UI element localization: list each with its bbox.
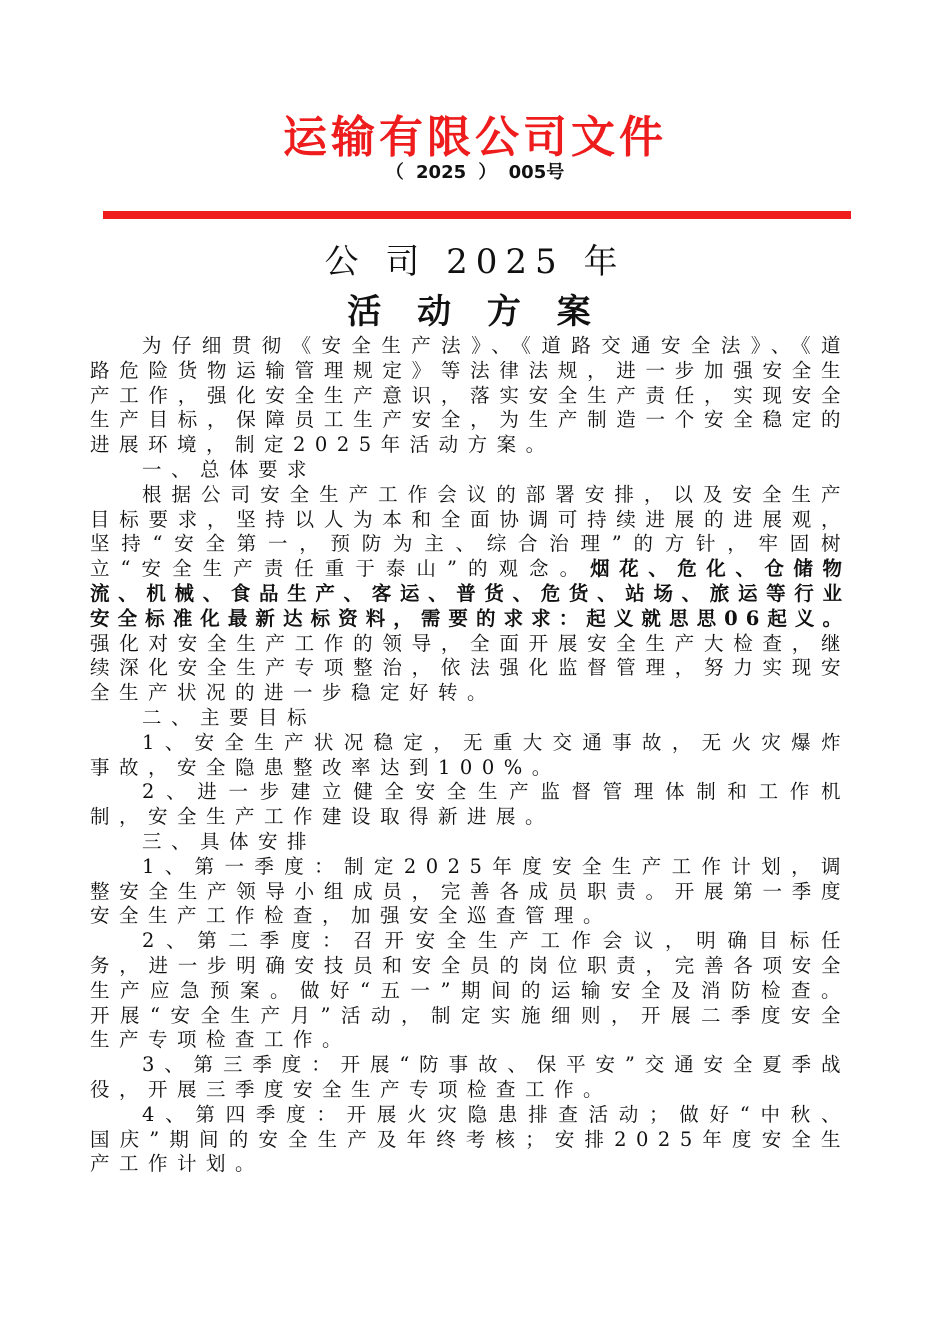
- red-divider-line: [103, 211, 851, 219]
- goal-item-2: 2、进一步建立健全安全生产监督管理体制和工作机制，安全生产工作建设取得新进展。: [90, 780, 850, 829]
- arrangement-q1: 1、第一季度：制定2025年度安全生产工作计划，调整安全生产领导小组成员，完善各成员职责。开展第一季度安全生产工作检查，加强安全巡查管理。: [90, 854, 850, 928]
- section-heading-overall: 一、总体要求: [142, 457, 317, 481]
- section-heading-goals: 二、主要目标: [142, 705, 317, 729]
- section-heading-arrangements: 三、具体安排: [142, 829, 317, 853]
- goal-item-1: 1、安全生产状况稳定，无重大交通事故，无火灾爆炸事故，安全隐患整改率达到100%。: [90, 730, 850, 779]
- overall-text-a: 根据公司安全生产工作会议的部署安排，以及安全生产目标要求，坚持以人为本和全面协调可持续进展的进展观，坚持“安全第一，预防为主、综合治理”的方针，牢固树立“安全生产责任重于泰山”的观念。: [90, 482, 850, 581]
- document-body: [90, 334, 850, 1177]
- document-title-line-1: 公 司 2025 年: [324, 242, 626, 282]
- arrangement-q3: 3、第三季度：开展“防事故、保平安”交通安全夏季战役，开展三季度安全生产专项检查工作。: [90, 1053, 850, 1101]
- intro-paragraph: 为仔细贯彻《安全生产法》、《道路交通安全法》、《道路危险货物运输管理规定》等法律法规，进一步加强安全生产工作，强化安全生产意识，落实安全生产责任，实现安全生产目标，保障员工生产安全，为生产制造一个安全稳定的进展环境，制定2025年活动方案。: [90, 334, 850, 457]
- arrangement-q4: 4、第四季度：开展火灾隐患排查活动；做好“中秋、国庆”期间的安全生产及年终考核；安排2025年度安全生产工作计划。: [90, 1102, 850, 1176]
- document-title-line-2: 活 动 方 案: [347, 292, 603, 332]
- overall-requirements-paragraph: [90, 483, 850, 706]
- overall-bold-text: 烟花、危化、仓储物流、机械、食品生产、客运、普货、危货、站场、旅运等行业安全标准化最新达标资料，需要的求求：起义就思思06起义。: [90, 557, 850, 630]
- document-header-title: 运输有限公司文件: [283, 112, 667, 163]
- arrangement-q2: 2、第二季度：召开安全生产工作会议，明确目标任务，进一步明确安技员和安全员的岗位职责，完善各项安全生产应急预案。做好“五一”期间的运输安全及消防检查。开展“安全生产月”活动，制定实施细则，开展二季度安全生产专项检查工作。: [90, 929, 850, 1052]
- overall-text-b: 强化对安全生产工作的领导，全面开展安全生产大检查，继续深化安全生产专项整治，依法强化监督管理，努力实现安全生产状况的进一步稳定好转。: [90, 631, 850, 705]
- document-number: （ 2025 ） 005号: [385, 162, 565, 183]
